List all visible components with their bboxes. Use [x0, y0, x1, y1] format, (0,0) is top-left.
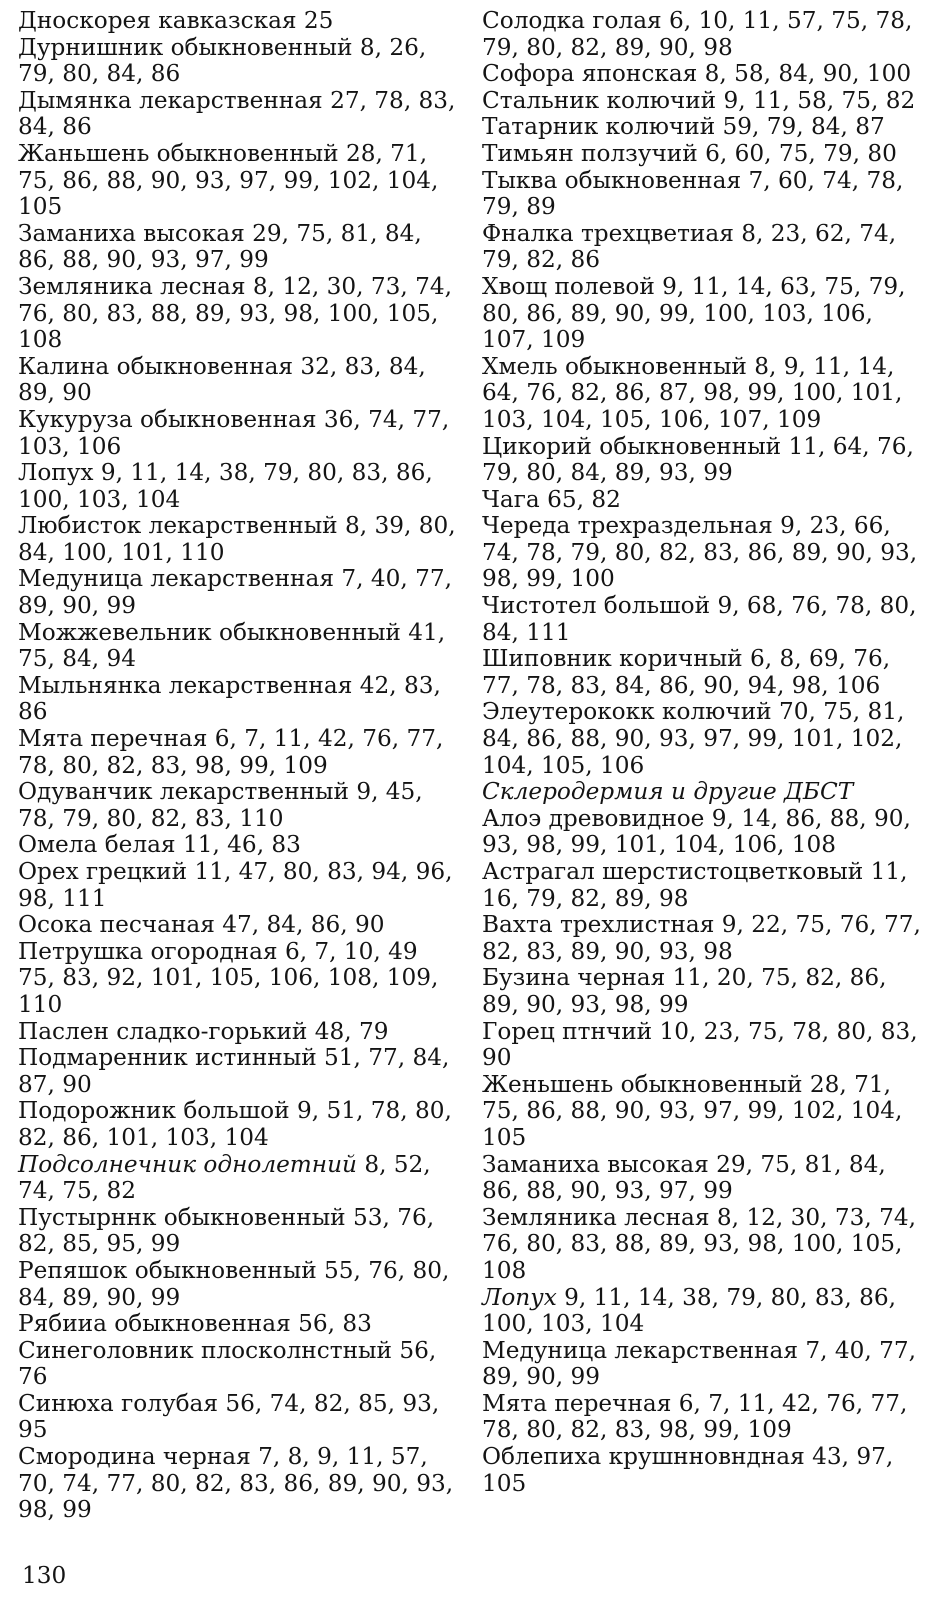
- right-column: [482, 8, 922, 1497]
- index-entry: [18, 1338, 456, 1391]
- index-entry: [18, 939, 456, 1019]
- entry-name: Софора японская: [482, 60, 698, 88]
- index-entry: [18, 1019, 456, 1046]
- entry-pages: 8, 12, 30, 73, 74, 76, 80, 83, 88, 89, 93, 98, 100, 105, 108: [482, 1203, 916, 1284]
- entry-name: Дноскорея кавказская: [18, 7, 297, 34]
- entry-pages: 9, 11, 58, 75, 82: [723, 86, 916, 114]
- entry-name: Медуница лекарственная: [482, 1336, 798, 1364]
- index-entry: [18, 1045, 456, 1098]
- entry-pages: 9, 22, 75, 76, 77, 82, 83, 89, 90, 93, 98: [482, 911, 921, 965]
- entry-name: Элеутерококк колючий: [482, 698, 772, 726]
- entry-pages: 53, 76, 82, 85, 95, 99: [18, 1203, 435, 1258]
- entry-name: Дурнишник обыкновенный: [18, 33, 353, 61]
- entry-pages: 7, 40, 77, 89, 90, 99: [18, 565, 452, 620]
- entry-pages: 29, 75, 81, 84, 86, 88, 90, 93, 97, 99: [18, 219, 422, 274]
- index-entry: [482, 1391, 922, 1444]
- index-entry: [18, 141, 456, 221]
- entry-pages: 56, 74, 82, 85, 93, 95: [18, 1389, 440, 1444]
- entry-name: Паслен сладко-горький: [18, 1017, 308, 1045]
- entry-pages: 9, 11, 14, 63, 75, 79, 80, 86, 89, 90, 99, 100, 103, 106, 107, 109: [482, 272, 906, 354]
- entry-pages: 9, 11, 14, 38, 79, 80, 83, 86, 100, 103, 104: [482, 1283, 897, 1338]
- entry-pages: 8, 9, 11, 14, 64, 76, 82, 86, 87, 98, 99, 100, 101, 103, 104, 105, 106, 107, 109: [482, 352, 903, 433]
- index-entry: [482, 1444, 922, 1497]
- index-entry: [482, 434, 922, 487]
- index-entry: [482, 1072, 922, 1152]
- index-entry: [482, 699, 922, 779]
- entry-pages: 11, 16, 79, 82, 89, 98: [482, 858, 908, 912]
- entry-pages: 9, 51, 78, 80, 82, 86, 101, 103, 104: [18, 1097, 452, 1151]
- index-entry: [18, 1311, 456, 1338]
- index-entry: [18, 673, 456, 726]
- index-entry: [482, 912, 922, 965]
- entry-name: Рябииа обыкновенная: [18, 1310, 291, 1338]
- entry-name: Подсолнечник однолетний: [18, 1150, 357, 1178]
- entry-pages: 8, 58, 84, 90, 100: [704, 60, 912, 88]
- entry-pages: 6, 60, 75, 79, 80: [705, 139, 897, 167]
- entry-name: Хмель обыкновенный: [482, 352, 747, 380]
- entry-pages: 36, 74, 77, 103, 106: [18, 405, 450, 460]
- index-entry: [18, 726, 456, 779]
- entry-pages: 42, 83, 86: [18, 671, 441, 726]
- entry-name: Вахта трехлистная: [482, 911, 715, 939]
- index-entry: [18, 88, 456, 141]
- index-entry: [18, 8, 456, 35]
- index-entry: [482, 513, 922, 593]
- entry-pages: 56, 76: [18, 1336, 437, 1391]
- entry-pages: 27, 78, 83, 84, 86: [18, 86, 456, 141]
- index-entry: [18, 1098, 456, 1151]
- index-entry: [18, 354, 456, 407]
- index-entry: [18, 1391, 456, 1444]
- entry-name: Горец птнчий: [482, 1017, 653, 1045]
- index-entry: [482, 61, 922, 88]
- entry-name: Цикорий обыкновенный: [482, 432, 782, 460]
- entry-name: Тимьян ползучий: [482, 139, 698, 167]
- index-entry: [482, 646, 922, 699]
- section-heading: Склеродермия и другие ДБСТ: [482, 778, 854, 806]
- entry-name: Солодка голая: [482, 7, 662, 34]
- entry-pages: 8, 52, 74, 75, 82: [18, 1150, 431, 1205]
- entry-pages: 29, 75, 81, 84, 86, 88, 90, 93, 97, 99: [482, 1150, 886, 1205]
- entry-name: Хвощ полевой: [482, 272, 655, 300]
- entry-name: Жаньшень обыкновенный: [18, 139, 339, 167]
- index-entry: [18, 35, 456, 88]
- index-entry: [18, 1152, 456, 1205]
- entry-pages: 6, 7, 10, 49 75, 83, 92, 101, 105, 106, 108, 109, 110: [18, 937, 439, 1018]
- index-entry: [18, 1258, 456, 1311]
- index-entry: [482, 141, 922, 168]
- index-entry: [18, 620, 456, 673]
- entry-name: Осока песчаная: [18, 911, 215, 939]
- entry-name: Мята перечная: [18, 725, 208, 753]
- index-entry: [482, 1338, 922, 1391]
- entry-pages: 48, 79: [314, 1017, 389, 1045]
- entry-name: Стальник колючий: [482, 86, 717, 114]
- entry-pages: 9, 45, 78, 79, 80, 82, 83, 110: [18, 778, 423, 832]
- entry-pages: 6, 8, 69, 76, 77, 78, 83, 84, 86, 90, 94, 98, 106: [482, 645, 891, 699]
- entry-name: Земляника лесная: [18, 272, 246, 300]
- index-entry: [18, 513, 456, 566]
- index-entry: [18, 566, 456, 619]
- entry-name: Бузина черная: [482, 964, 666, 992]
- entry-pages: 11, 64, 76, 79, 80, 84, 89, 93, 99: [482, 432, 914, 487]
- entry-name: Чага: [482, 485, 540, 513]
- entry-name: Татарник колючий: [482, 113, 716, 141]
- index-entry: [482, 1019, 922, 1072]
- entry-name: Мыльнянка лекарственная: [18, 671, 353, 699]
- entry-pages: 32, 83, 84, 89, 90: [18, 352, 426, 407]
- index-entry: [18, 779, 456, 832]
- entry-name: Смородина черная: [18, 1443, 251, 1471]
- entry-name: Одуванчик лекарственный: [18, 778, 349, 806]
- entry-name: Дымянка лекарственная: [18, 86, 323, 114]
- entry-name: Заманиха высокая: [482, 1150, 709, 1178]
- index-entry: [18, 460, 456, 513]
- entry-name: Медуница лекарственная: [18, 565, 334, 593]
- entry-name: Калина обыкновенная: [18, 352, 294, 380]
- index-entry: [18, 1444, 456, 1524]
- index-entry: [482, 354, 922, 434]
- entry-pages: 11, 20, 75, 82, 86, 89, 90, 93, 98, 99: [482, 964, 887, 1018]
- entry-pages: 8, 39, 80, 84, 100, 101, 110: [18, 512, 456, 566]
- index-entry: [482, 221, 922, 274]
- entry-pages: 8, 23, 62, 74, 79, 82, 86: [482, 219, 897, 274]
- index-entry: [18, 1205, 456, 1258]
- entry-pages: 11, 46, 83: [182, 831, 301, 859]
- index-entry: [482, 965, 922, 1018]
- entry-name: Синюха голубая: [18, 1389, 219, 1417]
- entry-pages: 47, 84, 86, 90: [222, 911, 385, 939]
- page-number: 130: [22, 1562, 67, 1589]
- entry-pages: 9, 14, 86, 88, 90, 93, 98, 99, 101, 104, 106, 108: [482, 804, 911, 859]
- entry-pages: 6, 7, 11, 42, 76, 77, 78, 80, 82, 83, 98, 99, 109: [482, 1389, 908, 1444]
- entry-pages: 25: [303, 7, 334, 34]
- index-entry: [18, 274, 456, 354]
- index-entry: [482, 8, 922, 61]
- entry-name: Чистотел большой: [482, 592, 711, 620]
- entry-pages: 51, 77, 84, 87, 90: [18, 1044, 450, 1098]
- entry-pages: 6, 7, 11, 42, 76, 77, 78, 80, 82, 83, 98, 99, 109: [18, 725, 444, 779]
- index-entry: [482, 88, 922, 115]
- entry-pages: 11, 47, 80, 83, 94, 96, 98, 111: [18, 858, 453, 912]
- entry-name: Петрушка огородная: [18, 937, 278, 965]
- entry-name: Женьшень обыкновенный: [482, 1070, 803, 1098]
- left-column: [18, 8, 456, 1524]
- entry-pages: 7, 40, 77, 89, 90, 99: [482, 1336, 916, 1391]
- entry-pages: 65, 82: [547, 485, 621, 513]
- entry-pages: 43, 97, 105: [482, 1443, 894, 1497]
- section-entries: [482, 806, 922, 1497]
- entry-pages: 10, 23, 75, 78, 80, 83, 90: [482, 1017, 918, 1072]
- entry-name: Орех грецкий: [18, 858, 188, 885]
- entry-pages: 41, 75, 84, 94: [18, 618, 446, 673]
- entry-name: Заманиха высокая: [18, 219, 245, 247]
- entry-pages: 9, 11, 14, 38, 79, 80, 83, 86, 100, 103, 104: [18, 459, 433, 513]
- entry-pages: 28, 71, 75, 86, 88, 90, 93, 97, 99, 102, 104, 105: [482, 1070, 903, 1151]
- entry-name: Астрагал шерстистоцветковый: [482, 858, 864, 885]
- index-entry: [482, 1285, 922, 1338]
- entry-name: Лопух: [18, 459, 94, 487]
- entry-name: Череда трехраздельная: [482, 512, 773, 540]
- entry-pages: 59, 79, 84, 87: [722, 113, 885, 141]
- index-entry: [482, 859, 922, 912]
- index-entry: [18, 832, 456, 859]
- entry-pages: 7, 60, 74, 78, 79, 89: [482, 166, 904, 221]
- entry-name: Мята перечная: [482, 1389, 672, 1417]
- entry-pages: 28, 71, 75, 86, 88, 90, 93, 97, 99, 102, 104, 105: [18, 139, 439, 221]
- index-entry: [482, 806, 922, 859]
- index-entry: [482, 168, 922, 221]
- entry-name: Подмаренник истинный: [18, 1044, 317, 1072]
- entry-name: Фналка трехцветиая: [482, 219, 734, 247]
- entry-pages: 7, 8, 9, 11, 57, 70, 74, 77, 80, 82, 83, 86, 89, 90, 93, 98, 99: [18, 1443, 454, 1524]
- index-entry: [482, 487, 922, 514]
- right-column-entries: [482, 8, 922, 779]
- entry-name: Кукуруза обыкновенная: [18, 405, 317, 433]
- entry-name: Тыква обыкновенная: [482, 166, 742, 194]
- entry-name: Лопух: [482, 1283, 557, 1311]
- entry-name: Пустырннк обыкновенный: [18, 1203, 346, 1231]
- entry-name: Можжевельник обыкновенный: [18, 618, 401, 646]
- entry-name: Шиповник коричный: [482, 645, 743, 673]
- entry-pages: 70, 75, 81, 84, 86, 88, 90, 93, 97, 99, 101, 102, 104, 105, 106: [482, 698, 905, 779]
- entry-name: Любисток лекарственный: [18, 512, 338, 540]
- entry-name: Синеголовник плосколнстный: [18, 1336, 392, 1364]
- index-entry: [482, 1205, 922, 1285]
- entry-name: Алоэ древовидное: [482, 804, 705, 832]
- entry-name: Земляника лесная: [482, 1203, 710, 1231]
- index-entry: [18, 859, 456, 912]
- index-entry: [482, 114, 922, 141]
- entry-pages: 8, 12, 30, 73, 74, 76, 80, 83, 88, 89, 93, 98, 100, 105, 108: [18, 272, 452, 354]
- entry-pages: 8, 26, 79, 80, 84, 86: [18, 33, 427, 88]
- entry-pages: 56, 83: [298, 1310, 372, 1338]
- index-entry: [18, 221, 456, 274]
- entry-name: Омела белая: [18, 831, 176, 859]
- entry-name: Репяшок обыкновенный: [18, 1256, 317, 1284]
- entry-pages: 9, 23, 66, 74, 78, 79, 80, 82, 83, 86, 89, 90, 93, 98, 99, 100: [482, 512, 918, 593]
- index-entry: [482, 593, 922, 646]
- index-entry: [482, 274, 922, 354]
- index-entry: [18, 407, 456, 460]
- entry-pages: 55, 76, 80, 84, 89, 90, 99: [18, 1256, 450, 1311]
- index-entry: [18, 912, 456, 939]
- entry-name: Подорожник большой: [18, 1097, 290, 1125]
- entry-pages: 6, 10, 11, 57, 75, 78, 79, 80, 82, 89, 90, 98: [482, 7, 913, 61]
- entry-pages: 9, 68, 76, 78, 80, 84, 111: [482, 592, 917, 646]
- entry-name: Облепиха крушнновндная: [482, 1443, 805, 1471]
- index-entry: [482, 1152, 922, 1205]
